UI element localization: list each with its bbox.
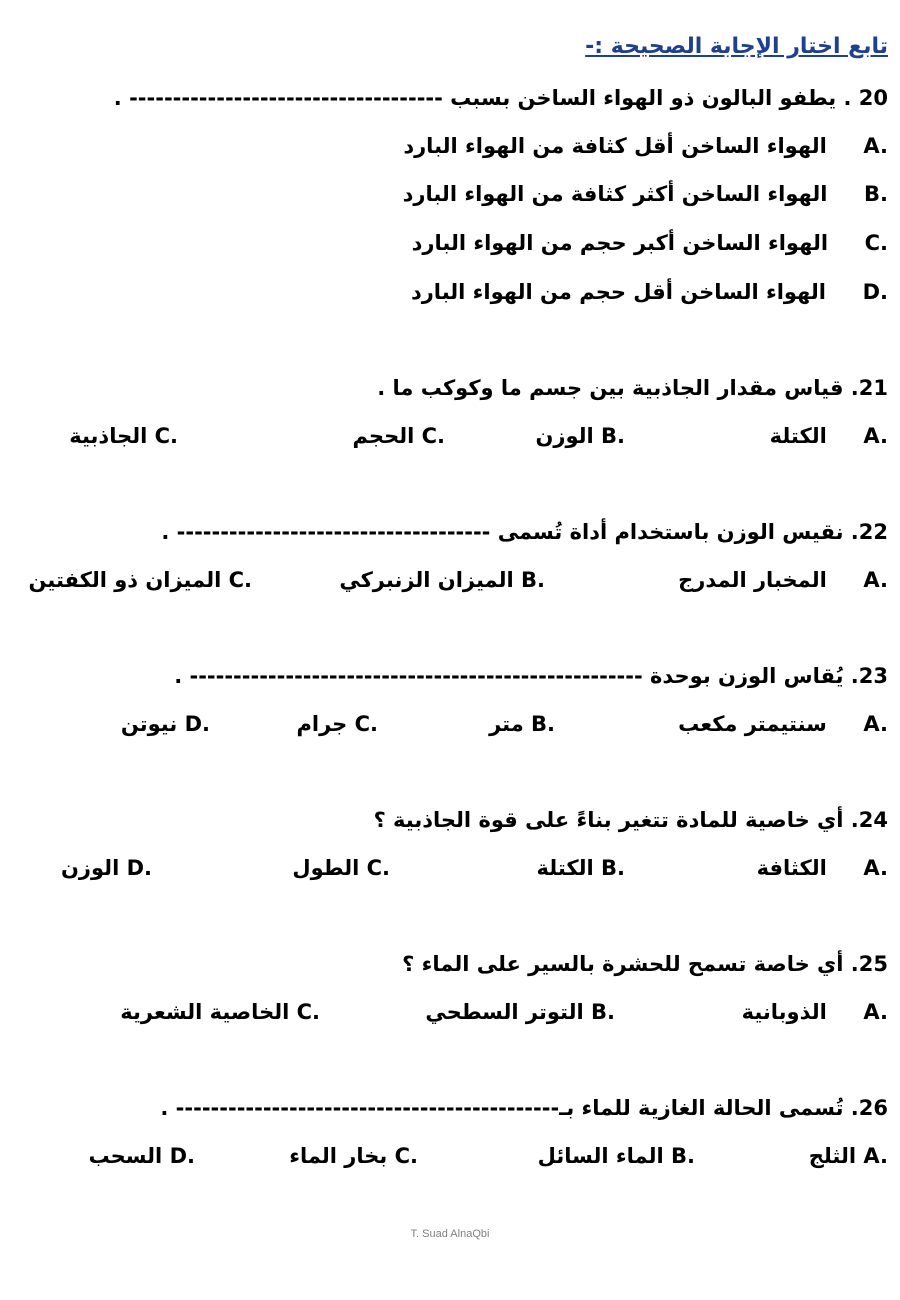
q20-option-d xyxy=(411,276,888,308)
option-text: السحب xyxy=(88,1144,163,1168)
option-letter: A. xyxy=(863,424,888,448)
option-letter: A. xyxy=(863,568,888,592)
option-letter: C. xyxy=(366,856,390,880)
q25-option-b xyxy=(425,996,615,1028)
q20-option-c xyxy=(412,227,888,259)
option-text: الحجم xyxy=(352,424,415,448)
option-letter: C. xyxy=(394,1144,418,1168)
option-text: الهواء الساخن أقل كثافة من الهواء البارد xyxy=(403,134,827,158)
option-text: الطول xyxy=(292,856,360,880)
option-letter: D. xyxy=(862,280,888,304)
question-23: 23. يُقاس الوزن بوحدة ---------------------------------------------------- . xyxy=(174,664,888,688)
option-text: متر xyxy=(489,712,524,736)
q22-option-a xyxy=(678,564,888,596)
option-text: الميزان ذو الكفتين xyxy=(28,568,222,592)
option-letter: B. xyxy=(521,568,545,592)
option-letter: A. xyxy=(863,1144,888,1168)
option-text: الميزان الزنبركي xyxy=(339,568,514,592)
q21-option-a xyxy=(770,420,888,452)
q21-option-b xyxy=(535,420,625,452)
option-letter: A. xyxy=(863,134,888,158)
question-26: 26. تُسمى الحالة الغازية للماء بـ-------------------------------------------- . xyxy=(160,1096,888,1120)
option-text: الهواء الساخن أقل حجم من الهواء البارد xyxy=(410,280,827,304)
option-text: الوزن xyxy=(61,856,120,880)
option-text: الهواء الساخن أكثر كثافة من الهواء البارد xyxy=(402,182,828,206)
q23-option-b xyxy=(489,708,555,740)
q24-option-d xyxy=(61,852,152,884)
q22-option-b xyxy=(339,564,545,596)
option-text: الثلج xyxy=(808,1144,857,1168)
worksheet-heading: تابع اختار الإجابة الصحيحة :- xyxy=(585,34,888,59)
option-letter: A. xyxy=(863,712,888,736)
option-text: الكتلة xyxy=(536,856,594,880)
option-text: الكثافة xyxy=(756,856,827,880)
option-letter: C. xyxy=(228,568,252,592)
q26-option-c xyxy=(289,1140,418,1172)
question-24: 24. أي خاصية للمادة تتغير بناءً على قوة الجاذبية ؟ xyxy=(373,808,888,832)
option-letter: B. xyxy=(671,1144,695,1168)
option-letter: A. xyxy=(863,1000,888,1024)
option-text: الكتلة xyxy=(769,424,827,448)
q24-option-c xyxy=(292,852,390,884)
q26-option-d xyxy=(88,1140,195,1172)
q23-option-d xyxy=(121,708,210,740)
option-text: الذوبانية xyxy=(741,1000,827,1024)
question-21: 21. قياس مقدار الجاذبية بين جسم ما وكوكب ما . xyxy=(377,376,888,400)
option-letter: C. xyxy=(421,424,445,448)
q25-option-c xyxy=(120,996,320,1028)
option-letter: B. xyxy=(601,856,625,880)
option-text: الجاذبية xyxy=(69,424,148,448)
option-text: التوتر السطحي xyxy=(425,1000,584,1024)
option-letter: B. xyxy=(591,1000,615,1024)
q25-option-a xyxy=(742,996,888,1028)
option-text: الخاصية الشعرية xyxy=(120,1000,290,1024)
option-letter: D. xyxy=(169,1144,195,1168)
q24-option-b xyxy=(537,852,625,884)
option-text: الوزن xyxy=(535,424,594,448)
option-letter: C. xyxy=(296,1000,320,1024)
option-letter: B. xyxy=(864,182,888,206)
q24-option-a xyxy=(757,852,888,884)
option-letter: C. xyxy=(864,231,888,255)
option-text: نيوتن xyxy=(120,712,178,736)
option-letter: D. xyxy=(126,856,152,880)
q22-option-c xyxy=(28,564,252,596)
teacher-footer: T. Suad AlnaQbi xyxy=(410,1228,490,1240)
q26-option-b xyxy=(538,1140,695,1172)
question-22: 22. نقيس الوزن باستخدام أداة تُسمى ------------------------------------ . xyxy=(161,520,888,544)
q21-option-d xyxy=(69,420,178,452)
option-text: المخبار المدرج xyxy=(678,568,827,592)
q23-option-a xyxy=(678,708,888,740)
option-text: سنتيمتر مكعب xyxy=(678,712,827,736)
question-25: 25. أي خاصة تسمح للحشرة بالسير على الماء ؟ xyxy=(402,952,888,976)
option-letter: C. xyxy=(354,712,378,736)
option-letter: A. xyxy=(863,856,888,880)
option-letter: B. xyxy=(531,712,555,736)
option-letter: D. xyxy=(184,712,210,736)
option-text: جرام xyxy=(296,712,348,736)
q20-option-b xyxy=(403,178,888,210)
option-text: الهواء الساخن أكبر حجم من الهواء البارد xyxy=(411,231,829,255)
option-letter: B. xyxy=(601,424,625,448)
question-20: 20 . يطفو البالون ذو الهواء الساخن بسبب ------------------------------------ . xyxy=(113,86,888,110)
q20-option-a xyxy=(403,130,888,162)
option-text: الماء السائل xyxy=(537,1144,664,1168)
q21-option-c xyxy=(352,420,445,452)
q23-option-c xyxy=(297,708,379,740)
option-text: بخار الماء xyxy=(289,1144,388,1168)
option-letter: C. xyxy=(154,424,178,448)
q26-option-a xyxy=(809,1140,888,1172)
